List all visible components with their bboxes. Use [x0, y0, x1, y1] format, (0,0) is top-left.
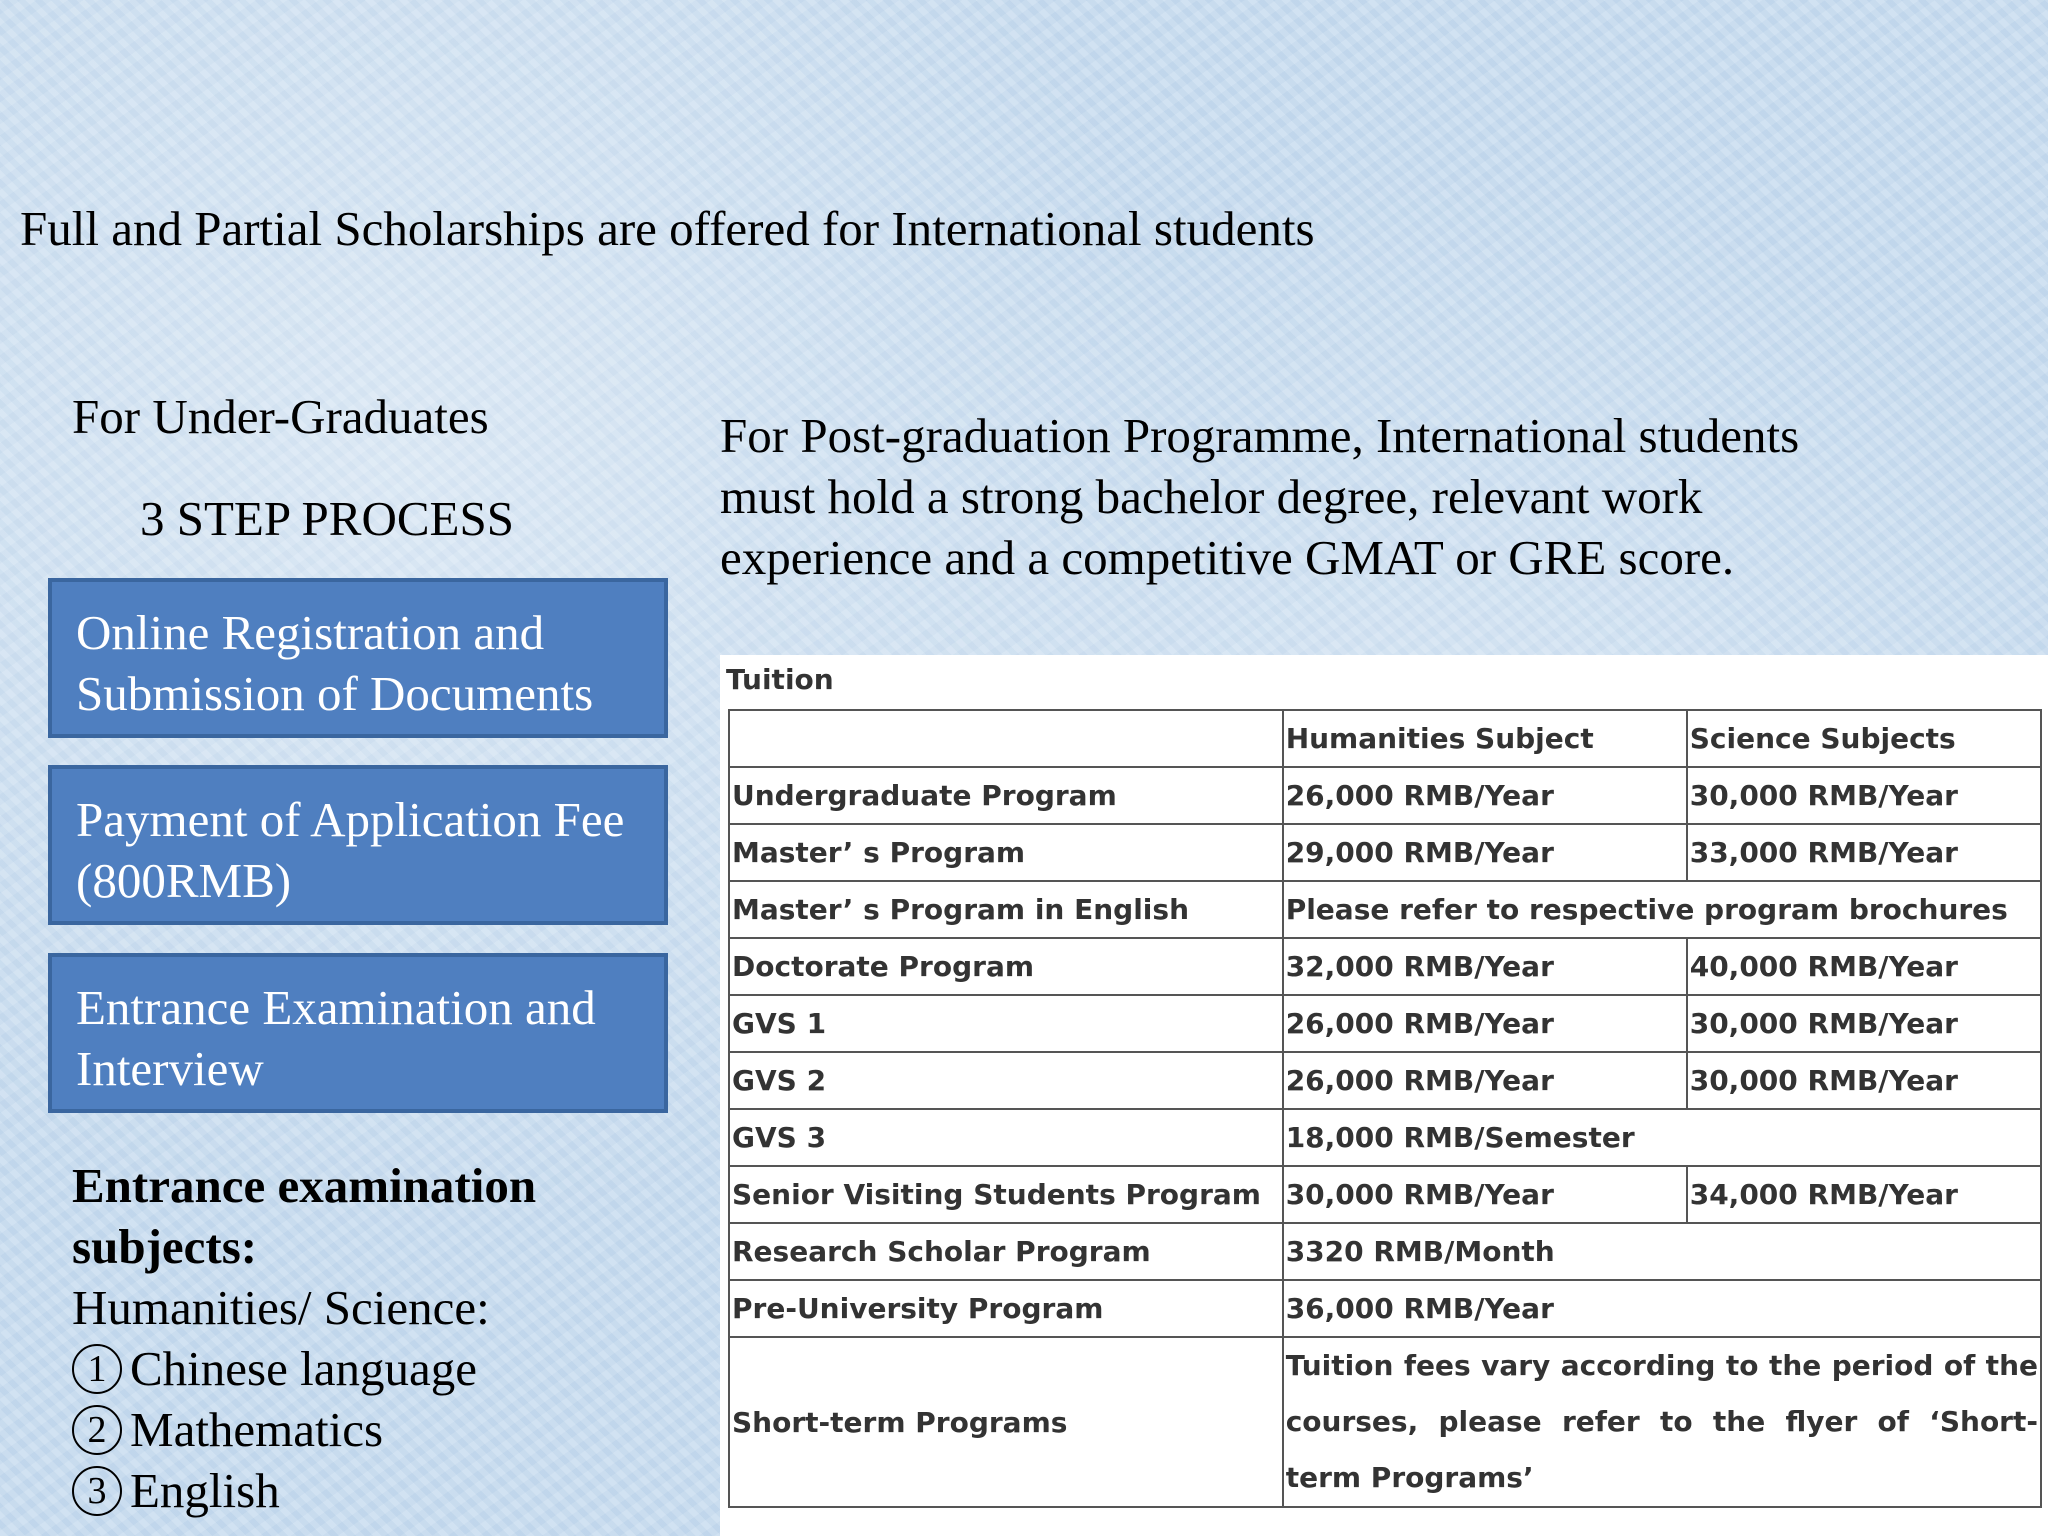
program-cell: Master’ s Program in English: [729, 881, 1283, 938]
step-label: Entrance Examination and Interview: [76, 980, 596, 1096]
tuition-table: [728, 709, 2042, 1508]
table-row: [729, 1223, 2041, 1280]
circled-number: 3: [72, 1466, 122, 1516]
merged-fee-cell: Tuition fees vary according to the period of the courses, please refer to the flyer of ‘Short-term Programs’: [1283, 1337, 2041, 1507]
program-cell: GVS 3: [729, 1109, 1283, 1166]
science-cell: 34,000 RMB/Year: [1687, 1166, 2041, 1223]
circled-number: 2: [72, 1405, 122, 1455]
exam-subject-item: [72, 1338, 632, 1399]
step-box-payment: [48, 765, 668, 925]
science-cell: 30,000 RMB/Year: [1687, 995, 2041, 1052]
merged-fee-cell: 3320 RMB/Month: [1283, 1223, 2041, 1280]
table-row: [729, 1337, 2041, 1507]
process-title: 3 STEP PROCESS: [140, 491, 514, 546]
humanities-cell: 29,000 RMB/Year: [1283, 824, 1687, 881]
table-row: [729, 767, 2041, 824]
table-row: [729, 938, 2041, 995]
subject-name: Chinese language: [130, 1341, 477, 1396]
subject-name: Mathematics: [130, 1402, 384, 1457]
step-box-examination: [48, 953, 668, 1113]
step-box-registration: [48, 578, 668, 738]
table-row: [729, 1280, 2041, 1337]
exam-subject-item: [72, 1399, 632, 1460]
program-cell: Pre-University Program: [729, 1280, 1283, 1337]
science-cell: 30,000 RMB/Year: [1687, 1052, 2041, 1109]
science-cell: 40,000 RMB/Year: [1687, 938, 2041, 995]
exam-subtitle: Humanities/ Science:: [72, 1280, 490, 1335]
exam-title: Entrance examination subjects:: [72, 1158, 537, 1274]
header-cell: Science Subjects: [1687, 710, 2041, 767]
program-cell: Undergraduate Program: [729, 767, 1283, 824]
table-header-row: [729, 710, 2041, 767]
circled-number: 1: [72, 1344, 122, 1394]
exam-subject-item: [72, 1460, 632, 1521]
table-row: [729, 881, 2041, 938]
header-cell: [729, 710, 1283, 767]
tuition-panel: [720, 655, 2048, 1536]
table-row: [729, 1166, 2041, 1223]
program-cell: Short-term Programs: [729, 1337, 1283, 1507]
humanities-cell: 26,000 RMB/Year: [1283, 1052, 1687, 1109]
step-label: Online Registration and Submission of Documents: [76, 605, 594, 721]
science-cell: 33,000 RMB/Year: [1687, 824, 2041, 881]
headline: Full and Partial Scholarships are offered for International students: [20, 201, 1315, 256]
merged-fee-cell: 36,000 RMB/Year: [1283, 1280, 2041, 1337]
science-cell: 30,000 RMB/Year: [1687, 767, 2041, 824]
program-cell: Research Scholar Program: [729, 1223, 1283, 1280]
table-row: [729, 1052, 2041, 1109]
humanities-cell: 26,000 RMB/Year: [1283, 995, 1687, 1052]
program-cell: Senior Visiting Students Program: [729, 1166, 1283, 1223]
humanities-cell: 30,000 RMB/Year: [1283, 1166, 1687, 1223]
program-cell: GVS 2: [729, 1052, 1283, 1109]
table-row: [729, 824, 2041, 881]
exam-subjects-block: [72, 1155, 632, 1521]
table-row: [729, 995, 2041, 1052]
subject-name: English: [130, 1463, 280, 1518]
merged-fee-cell: 18,000 RMB/Semester: [1283, 1109, 2041, 1166]
program-cell: Doctorate Program: [729, 938, 1283, 995]
table-row: [729, 1109, 2041, 1166]
merged-fee-cell: Please refer to respective program brochures: [1283, 881, 2041, 938]
program-cell: GVS 1: [729, 995, 1283, 1052]
humanities-cell: 32,000 RMB/Year: [1283, 938, 1687, 995]
undergraduate-heading: For Under-Graduates: [72, 389, 489, 444]
program-cell: Master’ s Program: [729, 824, 1283, 881]
header-cell: Humanities Subject: [1283, 710, 1687, 767]
humanities-cell: 26,000 RMB/Year: [1283, 767, 1687, 824]
step-label: Payment of Application Fee (800RMB): [76, 792, 625, 908]
tuition-label: Tuition: [726, 663, 834, 696]
postgraduate-requirements: For Post-graduation Programme, International students must hold a strong bachelor degree, relevant work experience and a competitive GMAT or GRE score.: [720, 408, 1800, 585]
